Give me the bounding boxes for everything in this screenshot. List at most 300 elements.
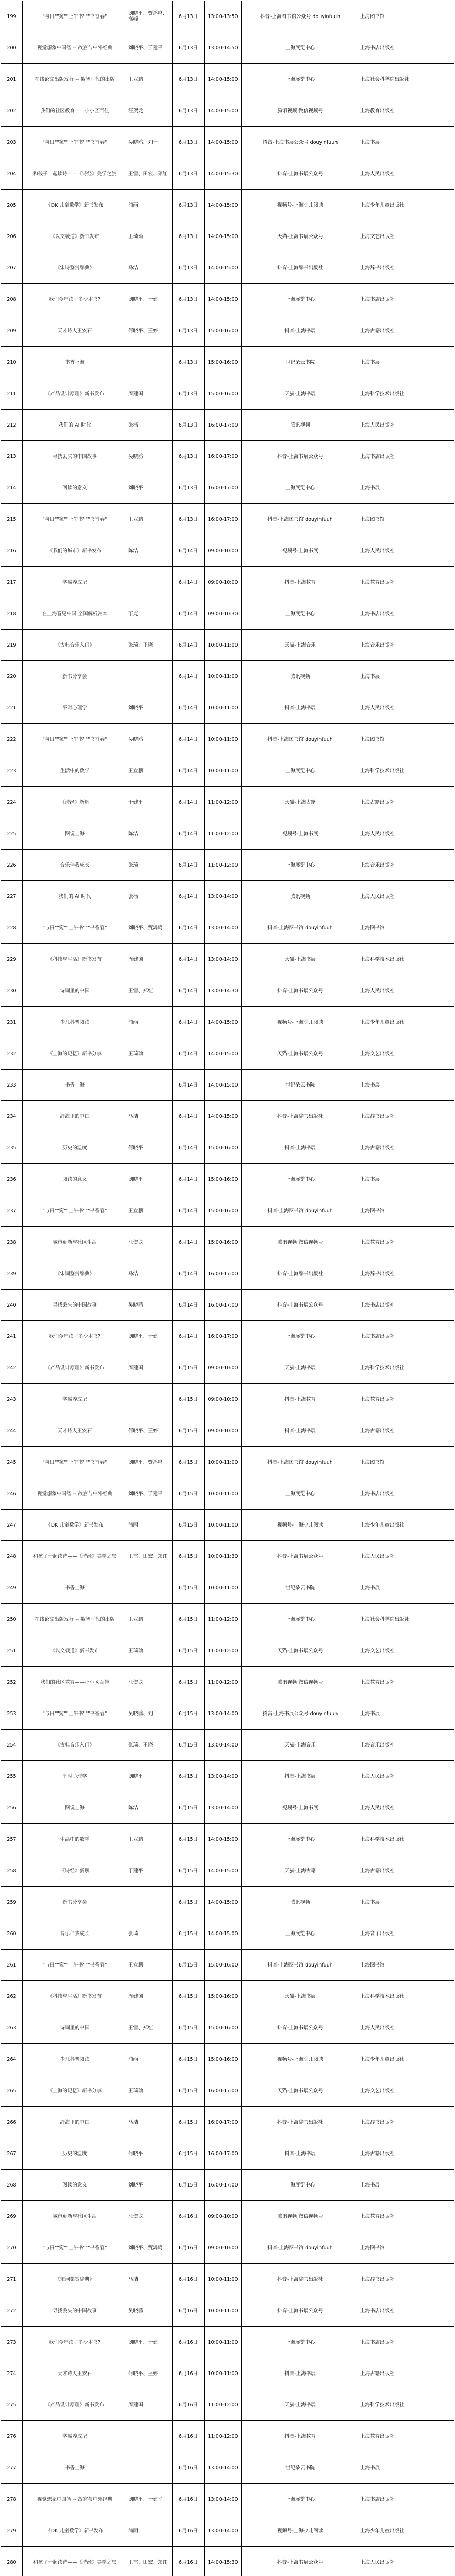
guest-names-cell: 吴晓鸥 [127, 724, 173, 755]
event-date-cell: 6月15日 [173, 1352, 205, 1384]
event-time-cell: 11:00-12:00 [205, 1604, 242, 1635]
table-row [1, 1384, 454, 1415]
event-venue-cell: 抖音-上海书展公众号 [242, 2295, 359, 2327]
event-date-cell: 6月15日 [173, 1855, 205, 1887]
event-venue-cell: 抖音-上海图书馆 douyinfuuh [242, 912, 359, 944]
table-row [1, 1321, 454, 1352]
event-time-cell: 16:00-17:00 [205, 441, 242, 472]
event-venue-cell: 视频号-上海少儿阅读 [242, 2044, 359, 2075]
event-venue-cell: 上海展览中心 [242, 32, 359, 64]
event-time-cell: 14:00-15:00 [205, 1007, 242, 1038]
event-time-cell: 14:00-15:00 [205, 221, 242, 252]
organizer-cell: 上海教育出版社 [359, 95, 454, 127]
event-date-cell: 6月14日 [173, 1290, 205, 1321]
guest-names-cell: 刘晓平、于建平 [127, 1478, 173, 1510]
event-time-cell: 13:00-14:00 [205, 1792, 242, 1824]
event-time-cell: 11:00-12:00 [205, 787, 242, 818]
event-venue-cell: 上海展览中心 [242, 1478, 359, 1510]
event-venue-cell: 上海展览中心 [242, 755, 359, 787]
table-row [1, 504, 454, 535]
row-number-cell: 272 [1, 2295, 23, 2327]
guest-names-cell: 吴晓鸥、刘一 [127, 1698, 173, 1730]
organizer-cell: 上海古籍出版社 [359, 1855, 454, 1887]
event-date-cell: 6月15日 [173, 2107, 205, 2138]
table-row [1, 1761, 454, 1792]
table-row [1, 850, 454, 881]
event-title-cell: 城市更新与社区生活 [23, 2201, 127, 2232]
event-time-cell: 16:00-17:00 [205, 2107, 242, 2138]
row-number-cell: 232 [1, 1038, 23, 1070]
row-number-cell: 199 [1, 1, 23, 32]
row-number-cell: 275 [1, 2389, 23, 2421]
guest-names-cell: 何晓平、王婷 [127, 315, 173, 347]
table-row [1, 2012, 454, 2044]
row-number-cell: 270 [1, 2232, 23, 2264]
organizer-cell: 上海图书馆 [359, 1447, 454, 1478]
event-title-cell: 天才诗人王安石 [23, 2358, 127, 2389]
guest-names-cell: 于建平 [127, 787, 173, 818]
row-number-cell: 230 [1, 975, 23, 1007]
event-venue-cell: 天猫-上海音乐 [242, 630, 359, 661]
event-title-cell: "与日""窥""上午书"""书香春" [23, 2232, 127, 2264]
event-date-cell: 6月13日 [173, 95, 205, 127]
event-title-cell: 学霸养成记 [23, 567, 127, 598]
event-date-cell: 6月14日 [173, 1164, 205, 1195]
guest-names-cell [127, 2421, 173, 2452]
guest-names-cell: 王琦瑜 [127, 1038, 173, 1070]
event-time-cell: 09:00-10:30 [205, 598, 242, 630]
event-date-cell: 6月15日 [173, 1541, 205, 1572]
event-venue-cell: 天猫-上海书展 [242, 944, 359, 975]
event-title-cell: 《以文载道》新书发布 [23, 1635, 127, 1667]
guest-names-cell: 王立鹏 [127, 1824, 173, 1855]
table-row [1, 2295, 454, 2327]
event-date-cell: 6月15日 [173, 1761, 205, 1792]
table-row [1, 1855, 454, 1887]
event-time-cell: 09:00-10:00 [205, 1415, 242, 1447]
row-number-cell: 222 [1, 724, 23, 755]
table-row [1, 2547, 454, 2576]
table-row [1, 944, 454, 975]
row-number-cell: 241 [1, 1321, 23, 1352]
organizer-cell: 上海书店出版社 [359, 284, 454, 315]
event-title-cell: 新书分享会 [23, 1887, 127, 1918]
event-venue-cell: 抖音-上海书展 [242, 1761, 359, 1792]
organizer-cell: 上海人民出版社 [359, 1761, 454, 1792]
event-venue-cell: 视频号-上海少儿阅读 [242, 1510, 359, 1541]
guest-names-cell: 刘晓平、于建平 [127, 2484, 173, 2515]
event-date-cell: 6月14日 [173, 850, 205, 881]
row-number-cell: 218 [1, 598, 23, 630]
event-date-cell: 6月15日 [173, 2138, 205, 2170]
event-title-cell: 学霸养成记 [23, 2421, 127, 2452]
event-date-cell: 6月13日 [173, 441, 205, 472]
row-number-cell: 243 [1, 1384, 23, 1415]
organizer-cell: 上海音乐出版社 [359, 850, 454, 881]
row-number-cell: 240 [1, 1290, 23, 1321]
event-title-cell: 生活中的数学 [23, 755, 127, 787]
event-time-cell: 13:00-14:30 [205, 975, 242, 1007]
organizer-cell: 上海辞书出版社 [359, 1258, 454, 1290]
event-venue-cell: 世纪朵云书院 [242, 347, 359, 378]
row-number-cell: 239 [1, 1258, 23, 1290]
event-date-cell: 6月13日 [173, 252, 205, 284]
event-date-cell: 6月14日 [173, 598, 205, 630]
event-date-cell: 6月16日 [173, 2547, 205, 2576]
row-number-cell: 265 [1, 2075, 23, 2107]
event-venue-cell: 上海展览中心 [242, 850, 359, 881]
organizer-cell: 上海音乐出版社 [359, 1730, 454, 1761]
event-venue-cell: 抖音-上海书展公众号 [242, 158, 359, 190]
row-number-cell: 259 [1, 1887, 23, 1918]
row-number-cell: 277 [1, 2452, 23, 2484]
table-row [1, 190, 454, 221]
table-row [1, 2264, 454, 2295]
event-title-cell: 诗词里的中国 [23, 975, 127, 1007]
guest-names-cell: 周建国 [127, 2389, 173, 2421]
table-row [1, 1887, 454, 1918]
event-date-cell: 6月14日 [173, 818, 205, 850]
row-number-cell: 247 [1, 1510, 23, 1541]
table-row [1, 598, 454, 630]
event-venue-cell: 抖音-上海书展 [242, 1415, 359, 1447]
row-number-cell: 213 [1, 441, 23, 472]
event-date-cell: 6月16日 [173, 2264, 205, 2295]
organizer-cell: 上海人民出版社 [359, 692, 454, 724]
event-date-cell: 6月15日 [173, 1698, 205, 1730]
organizer-cell: 上海书展 [359, 127, 454, 158]
event-title-cell: 阅读的意义 [23, 2170, 127, 2201]
guest-names-cell: 张杨 [127, 410, 173, 441]
guest-names-cell [127, 2452, 173, 2484]
event-venue-cell: 抖音-上海辞书出版社 [242, 2264, 359, 2295]
table-row [1, 1981, 454, 2012]
event-title-cell: 《宋诗鉴赏辞典》 [23, 252, 127, 284]
event-title-cell: 我们今年读了多少本书? [23, 1321, 127, 1352]
event-venue-cell: 腾讯视频 [242, 881, 359, 912]
row-number-cell: 203 [1, 127, 23, 158]
event-date-cell: 6月14日 [173, 692, 205, 724]
organizer-cell: 上海图书馆 [359, 504, 454, 535]
row-number-cell: 223 [1, 755, 23, 787]
organizer-cell: 上海书店出版社 [359, 1290, 454, 1321]
organizer-cell: 上海社会科学院出版社 [359, 64, 454, 95]
event-title-cell: 书香上海 [23, 2452, 127, 2484]
guest-names-cell: 张杨 [127, 881, 173, 912]
event-title-cell: 视觉想象中国智 -- 故宫与中外经典 [23, 32, 127, 64]
event-venue-cell: 上海展览中心 [242, 1164, 359, 1195]
row-number-cell: 228 [1, 912, 23, 944]
event-title-cell: 城市更新与社区生活 [23, 1227, 127, 1258]
event-date-cell: 6月15日 [173, 1447, 205, 1478]
guest-names-cell: 马洁 [127, 2107, 173, 2138]
table-row [1, 32, 454, 64]
row-number-cell: 205 [1, 190, 23, 221]
table-row [1, 2515, 454, 2547]
guest-names-cell: 汪贺龙 [127, 95, 173, 127]
table-row [1, 724, 454, 755]
event-title-cell: 《DK 儿童数学》新书发布 [23, 1510, 127, 1541]
guest-names-cell: 张琦、王晓 [127, 1730, 173, 1761]
row-number-cell: 273 [1, 2327, 23, 2358]
row-number-cell: 235 [1, 1132, 23, 1164]
table-row [1, 787, 454, 818]
guest-names-cell: 王琦瑜 [127, 1635, 173, 1667]
guest-names-cell: 于建平 [127, 1855, 173, 1887]
guest-names-cell: 汪贺龙 [127, 2201, 173, 2232]
event-venue-cell: 天猫-上海书展 [242, 2389, 359, 2421]
event-time-cell: 14:00-15:00 [205, 127, 242, 158]
event-time-cell: 13:00-14:00 [205, 944, 242, 975]
event-venue-cell: 上海展览中心 [242, 2327, 359, 2358]
event-time-cell: 14:00-15:00 [205, 1824, 242, 1855]
organizer-cell: 上海古籍出版社 [359, 2138, 454, 2170]
organizer-cell: 上海文艺出版社 [359, 1038, 454, 1070]
guest-names-cell: 吴晓鸥 [127, 441, 173, 472]
event-title-cell: 少儿科普阅读 [23, 1007, 127, 1038]
event-title-cell: 平时心理学 [23, 692, 127, 724]
event-title-cell: "与日""窥""上午书"""书香春" [23, 504, 127, 535]
event-time-cell: 15:00-16:00 [205, 315, 242, 347]
event-venue-cell: 上海展览中心 [242, 1321, 359, 1352]
table-row [1, 2201, 454, 2232]
guest-names-cell: 汪贺龙 [127, 1667, 173, 1698]
row-number-cell: 251 [1, 1635, 23, 1667]
organizer-cell: 上海科学技术出版社 [359, 755, 454, 787]
organizer-cell: 上海人民出版社 [359, 818, 454, 850]
row-number-cell: 220 [1, 661, 23, 692]
event-date-cell: 6月14日 [173, 1038, 205, 1070]
event-time-cell: 13:00-14:00 [205, 2484, 242, 2515]
event-venue-cell: 抖音-上海辞书出版社 [242, 2107, 359, 2138]
event-date-cell: 6月16日 [173, 2452, 205, 2484]
row-number-cell: 269 [1, 2201, 23, 2232]
event-title-cell: 《古典音乐入门》 [23, 1730, 127, 1761]
row-number-cell: 276 [1, 2421, 23, 2452]
organizer-cell: 上海书展 [359, 1164, 454, 1195]
event-date-cell: 6月14日 [173, 1258, 205, 1290]
event-date-cell: 6月14日 [173, 1321, 205, 1352]
event-time-cell: 09:00-10:00 [205, 2201, 242, 2232]
event-date-cell: 6月14日 [173, 1070, 205, 1101]
table-row [1, 1132, 454, 1164]
event-venue-cell: 视频号-上海书展 [242, 818, 359, 850]
guest-names-cell: 丁克 [127, 598, 173, 630]
guest-names-cell: 浦雨 [127, 2044, 173, 2075]
event-time-cell: 13:00-14:00 [205, 2515, 242, 2547]
organizer-cell: 上海教育出版社 [359, 1667, 454, 1698]
event-venue-cell: 腾讯视频 微信视频号 [242, 1667, 359, 1698]
organizer-cell: 上海人民出版社 [359, 410, 454, 441]
table-row [1, 2327, 454, 2358]
organizer-cell: 上海古籍出版社 [359, 315, 454, 347]
table-row [1, 2044, 454, 2075]
row-number-cell: 249 [1, 1572, 23, 1604]
event-title-cell: 书香上海 [23, 1070, 127, 1101]
event-time-cell: 10:00-11:00 [205, 1572, 242, 1604]
event-time-cell: 14:00-15:00 [205, 252, 242, 284]
organizer-cell: 上海少年儿童出版社 [359, 190, 454, 221]
guest-names-cell: 周建国 [127, 1981, 173, 2012]
event-title-cell: 我们的社区教育——小小区百佳 [23, 1667, 127, 1698]
event-date-cell: 6月13日 [173, 1, 205, 32]
event-time-cell: 15:00-16:00 [205, 1164, 242, 1195]
event-time-cell: 10:00-11:00 [205, 724, 242, 755]
event-time-cell: 10:00-11:00 [205, 2295, 242, 2327]
event-time-cell: 14:00-15:00 [205, 1038, 242, 1070]
event-venue-cell: 抖音-上海教育 [242, 1384, 359, 1415]
event-venue-cell: 腾讯视频 微信视频号 [242, 95, 359, 127]
event-title-cell: 《科技与生活》新书发布 [23, 1981, 127, 2012]
event-date-cell: 6月14日 [173, 1007, 205, 1038]
event-venue-cell: 天猫-上海古籍 [242, 787, 359, 818]
event-title-cell: 《产品设计原理》新书发布 [23, 2389, 127, 2421]
event-date-cell: 6月16日 [173, 2327, 205, 2358]
guest-names-cell: 刘晓平、于建平 [127, 32, 173, 64]
event-time-cell: 16:00-17:00 [205, 1321, 242, 1352]
event-date-cell: 6月13日 [173, 347, 205, 378]
event-date-cell: 6月16日 [173, 2421, 205, 2452]
event-venue-cell: 抖音-上海图书馆 douyinfuuh [242, 1950, 359, 1981]
row-number-cell: 204 [1, 158, 23, 190]
row-number-cell: 206 [1, 221, 23, 252]
event-title-cell: 我们今年读了多少本书? [23, 284, 127, 315]
row-number-cell: 201 [1, 64, 23, 95]
event-venue-cell: 抖音-上海教育 [242, 567, 359, 598]
event-date-cell: 6月16日 [173, 2515, 205, 2547]
organizer-cell: 上海教育出版社 [359, 1384, 454, 1415]
event-date-cell: 6月15日 [173, 2044, 205, 2075]
guest-names-cell: 刘晓平、贾鸿鸣 [127, 1447, 173, 1478]
event-date-cell: 6月14日 [173, 535, 205, 567]
event-time-cell: 15:00-16:00 [205, 1227, 242, 1258]
table-row [1, 1824, 454, 1855]
organizer-cell: 上海书店出版社 [359, 1478, 454, 1510]
event-date-cell: 6月15日 [173, 1950, 205, 1981]
event-time-cell: 11:00-12:00 [205, 818, 242, 850]
event-date-cell: 6月16日 [173, 2232, 205, 2264]
event-title-cell: 我们今年读了多少本书? [23, 2327, 127, 2358]
table-row [1, 315, 454, 347]
organizer-cell: 上海人民出版社 [359, 535, 454, 567]
event-date-cell: 6月14日 [173, 567, 205, 598]
table-row [1, 912, 454, 944]
event-date-cell: 6月14日 [173, 755, 205, 787]
event-time-cell: 16:00-17:00 [205, 1290, 242, 1321]
row-number-cell: 207 [1, 252, 23, 284]
guest-names-cell: 陈洁 [127, 1792, 173, 1824]
guest-names-cell: 浦雨 [127, 1510, 173, 1541]
event-venue-cell: 抖音-上海书展公众号 douyinfuuh [242, 127, 359, 158]
row-number-cell: 257 [1, 1824, 23, 1855]
table-body [1, 1, 454, 2576]
organizer-cell: 上海书店出版社 [359, 598, 454, 630]
event-time-cell: 10:00-11:00 [205, 2358, 242, 2389]
event-title-cell: 音乐伴我成长 [23, 850, 127, 881]
event-time-cell: 10:00-11:00 [205, 1478, 242, 1510]
guest-names-cell: 王雷、田宏、郑红 [127, 1541, 173, 1572]
event-date-cell: 6月14日 [173, 724, 205, 755]
event-venue-cell: 视频号-上海少儿阅读 [242, 190, 359, 221]
event-venue-cell: 抖音-上海辞书出版社 [242, 252, 359, 284]
table-row [1, 1635, 454, 1667]
event-venue-cell: 腾讯视频 微信视频号 [242, 2201, 359, 2232]
row-number-cell: 209 [1, 315, 23, 347]
row-number-cell: 224 [1, 787, 23, 818]
row-number-cell: 252 [1, 1667, 23, 1698]
event-time-cell: 16:00-17:00 [205, 504, 242, 535]
event-time-cell: 14:00-15:00 [205, 64, 242, 95]
guest-names-cell: 浦雨 [127, 1007, 173, 1038]
event-date-cell: 6月16日 [173, 2201, 205, 2232]
event-title-cell: 视觉想象中国智 -- 故宫与中外经典 [23, 1478, 127, 1510]
row-number-cell: 233 [1, 1070, 23, 1101]
event-title-cell: 《古典音乐入门》 [23, 630, 127, 661]
event-date-cell: 6月15日 [173, 1510, 205, 1541]
event-venue-cell: 天猫-上海音乐 [242, 1730, 359, 1761]
guest-names-cell: 刘晓平、贾鸿鸣 [127, 912, 173, 944]
organizer-cell: 上海人民出版社 [359, 1792, 454, 1824]
event-title-cell: 图说上海 [23, 818, 127, 850]
event-time-cell: 10:00-11:00 [205, 2327, 242, 2358]
organizer-cell: 上海教育出版社 [359, 2421, 454, 2452]
event-venue-cell: 抖音-上海书展公众号 [242, 1541, 359, 1572]
table-row [1, 2358, 454, 2389]
organizer-cell: 上海文艺出版社 [359, 1635, 454, 1667]
guest-names-cell: 刘晓平、于建 [127, 1321, 173, 1352]
event-title-cell: 《以文载道》新书发布 [23, 221, 127, 252]
event-time-cell: 10:00-11:00 [205, 692, 242, 724]
event-venue-cell: 腾讯视频 [242, 661, 359, 692]
organizer-cell: 上海人民出版社 [359, 158, 454, 190]
event-date-cell: 6月16日 [173, 2358, 205, 2389]
table-row [1, 1415, 454, 1447]
organizer-cell: 上海书展 [359, 472, 454, 504]
event-title-cell: 寻找丢失的中国故事 [23, 1290, 127, 1321]
row-number-cell: 246 [1, 1478, 23, 1510]
event-date-cell: 6月14日 [173, 787, 205, 818]
event-date-cell: 6月14日 [173, 1132, 205, 1164]
event-time-cell: 15:00-16:00 [205, 1981, 242, 2012]
organizer-cell: 上海图书馆 [359, 724, 454, 755]
event-title-cell: 辞海里的中国 [23, 1101, 127, 1132]
guest-names-cell: 周建国 [127, 944, 173, 975]
event-time-cell: 14:00-15:30 [205, 2547, 242, 2576]
event-time-cell: 16:00-17:00 [205, 1258, 242, 1290]
event-venue-cell: 抖音-上海书展公众号 [242, 441, 359, 472]
event-title-cell: "与日""窥""上午书"""书香春" [23, 1, 127, 32]
event-time-cell: 14:00-15:00 [205, 95, 242, 127]
event-time-cell: 13:00-14:00 [205, 1730, 242, 1761]
event-time-cell: 14:00-15:00 [205, 1887, 242, 1918]
event-date-cell: 6月14日 [173, 630, 205, 661]
event-title-cell: 《我们的城市》新书发布 [23, 535, 127, 567]
event-date-cell: 6月14日 [173, 975, 205, 1007]
organizer-cell: 上海辞书出版社 [359, 2264, 454, 2295]
guest-names-cell: 浦雨 [127, 190, 173, 221]
table-row [1, 1352, 454, 1384]
event-time-cell: 09:00-10:00 [205, 1352, 242, 1384]
event-venue-cell: 上海展览中心 [242, 2170, 359, 2201]
event-time-cell: 10:00-11:00 [205, 661, 242, 692]
event-venue-cell: 世纪朵云书院 [242, 2452, 359, 2484]
guest-names-cell: 何晓平 [127, 2138, 173, 2170]
event-date-cell: 6月16日 [173, 2389, 205, 2421]
event-date-cell: 6月14日 [173, 661, 205, 692]
table-row [1, 1478, 454, 1510]
event-date-cell: 6月13日 [173, 504, 205, 535]
event-venue-cell: 上海展览中心 [242, 2484, 359, 2515]
